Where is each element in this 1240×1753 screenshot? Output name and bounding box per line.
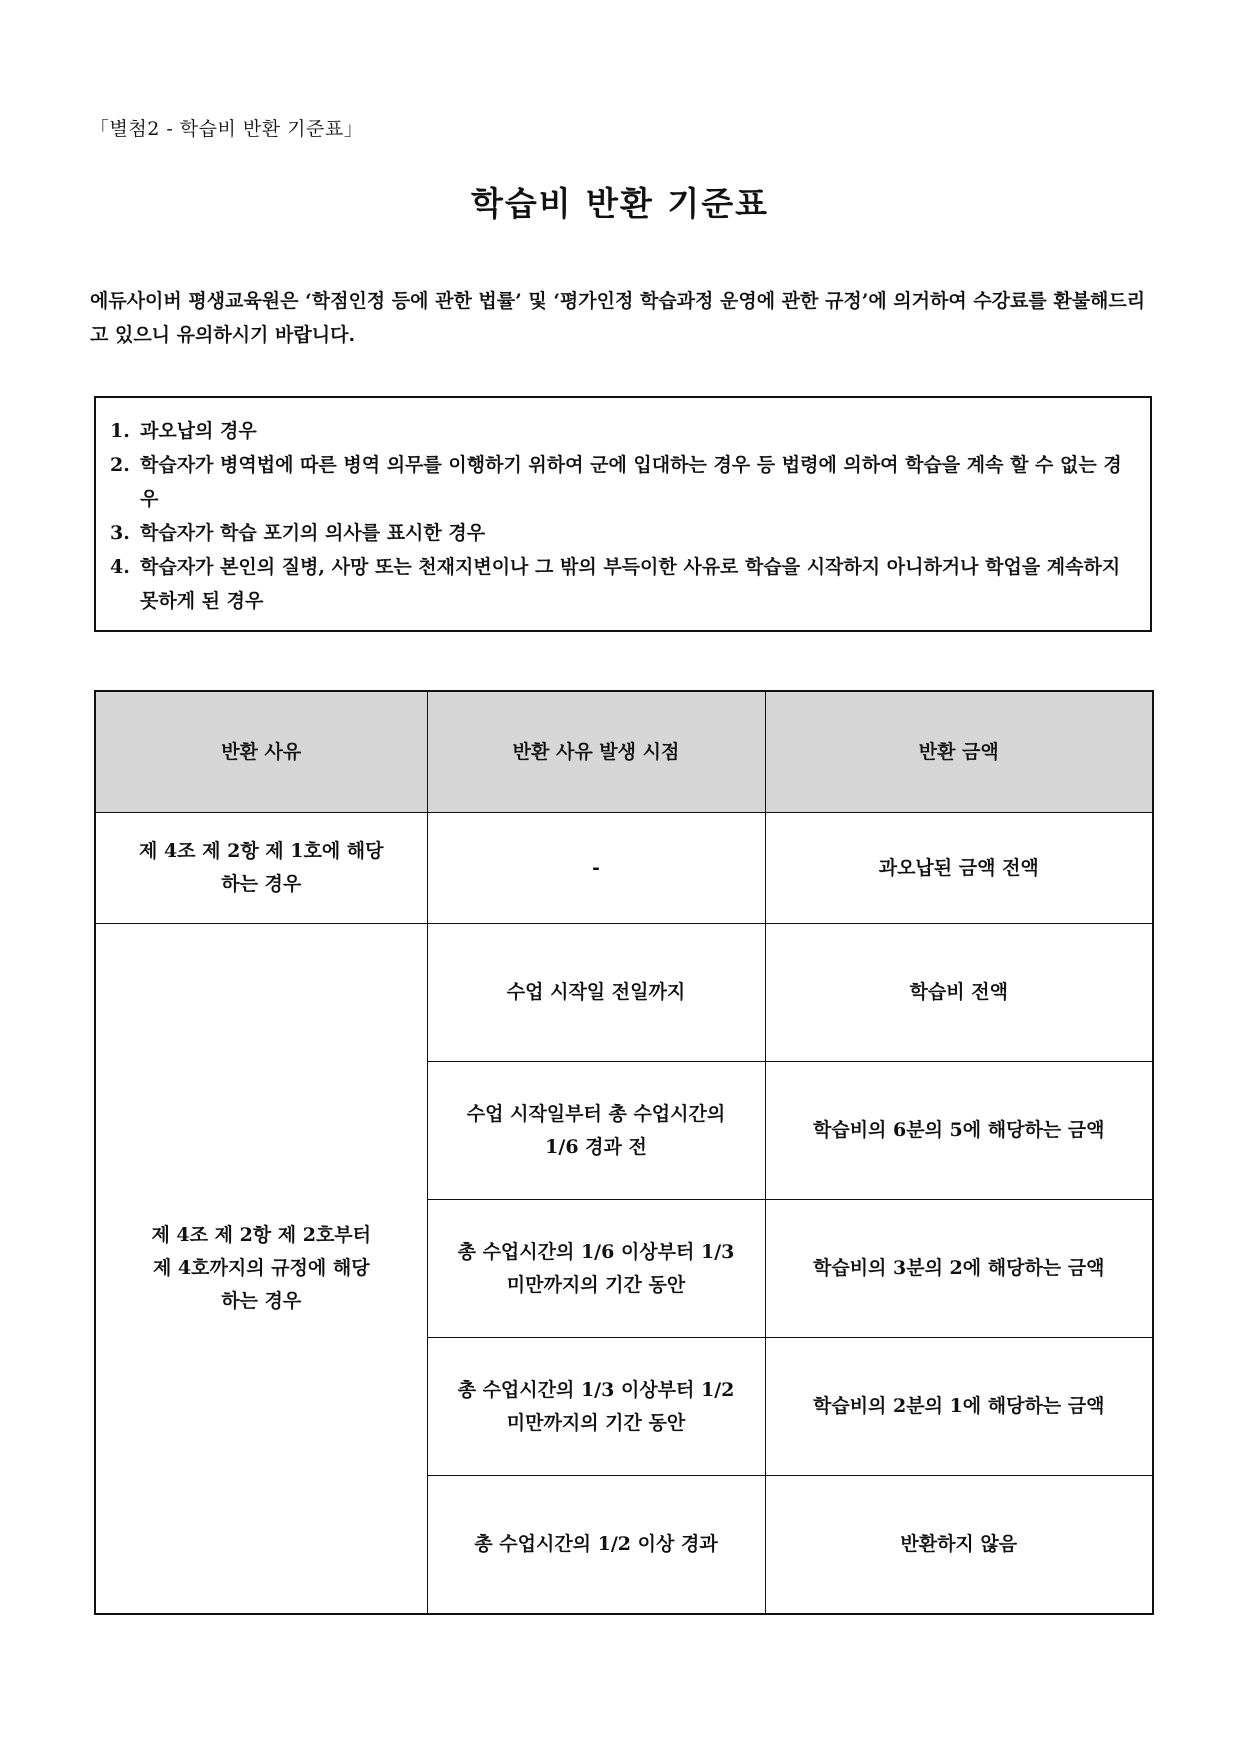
amount-cell: 학습비의 2분의 1에 해당하는 금액 [765,1338,1153,1476]
annex-label: 「별첨2 - 학습비 반환 기준표」 [90,118,364,140]
time-cell: 총 수업시간의 1/3 이상부터 1/2 미만까지의 기간 동안 [427,1338,765,1476]
condition-item [110,448,1136,516]
table-row [95,813,1153,924]
time-cell: 총 수업시간의 1/2 이상 경과 [427,1476,765,1615]
amount-cell: 과오납된 금액 전액 [765,813,1153,924]
refund-table [94,690,1154,1615]
header-time: 반환 사유 발생 시점 [427,691,765,813]
condition-item [110,550,1136,618]
amount-cell: 학습비의 3분의 2에 해당하는 금액 [765,1200,1153,1338]
amount-cell: 학습비의 6분의 5에 해당하는 금액 [765,1062,1153,1200]
time-cell: 수업 시작일 전일까지 [427,924,765,1062]
condition-number: 4. [110,556,130,578]
header-reason: 반환 사유 [95,691,427,813]
amount-cell: 반환하지 않음 [765,1476,1153,1615]
condition-text: 학습자가 학습 포기의 의사를 표시한 경우 [140,522,486,544]
condition-number: 1. [110,420,130,442]
intro-paragraph: 에듀사이버 평생교육원은 ‘학점인정 등에 관한 법률’ 및 ‘평가인정 학습과정 운영에 관한 규정’에 의거하여 수강료를 환불해드리고 있으니 유의하시기 바랍니다. [90,290,1146,346]
amount-cell: 학습비 전액 [765,924,1153,1062]
condition-item [110,516,1136,550]
reason-cell: 제 4조 제 2항 제 1호에 해당하는 경우 [95,813,427,924]
condition-text: 과오납의 경우 [140,420,257,442]
header-amount: 반환 금액 [765,691,1153,813]
table-header-row [95,691,1153,813]
condition-item [110,414,1136,448]
table-row [95,924,1153,1062]
group-reason-cell: 제 4조 제 2항 제 2호부터 제 4호까지의 규정에 해당하는 경우 [95,924,427,1615]
page-title: 학습비 반환 기준표 [470,184,769,223]
condition-number: 3. [110,522,130,544]
condition-text: 학습자가 병역법에 따른 병역 의무를 이행하기 위하여 군에 입대하는 경우 등 법령에 의하여 학습을 계속 할 수 없는 경우 [140,454,1122,510]
conditions-box [94,396,1152,632]
time-cell: 총 수업시간의 1/6 이상부터 1/3 미만까지의 기간 동안 [427,1200,765,1338]
time-cell: - [427,813,765,924]
condition-text: 학습자가 본인의 질병, 사망 또는 천재지변이나 그 밖의 부득이한 사유로 학습을 시작하지 아니하거나 학업을 계속하지 못하게 된 경우 [140,556,1121,612]
time-cell: 수업 시작일부터 총 수업시간의 1/6 경과 전 [427,1062,765,1200]
condition-number: 2. [110,454,130,476]
